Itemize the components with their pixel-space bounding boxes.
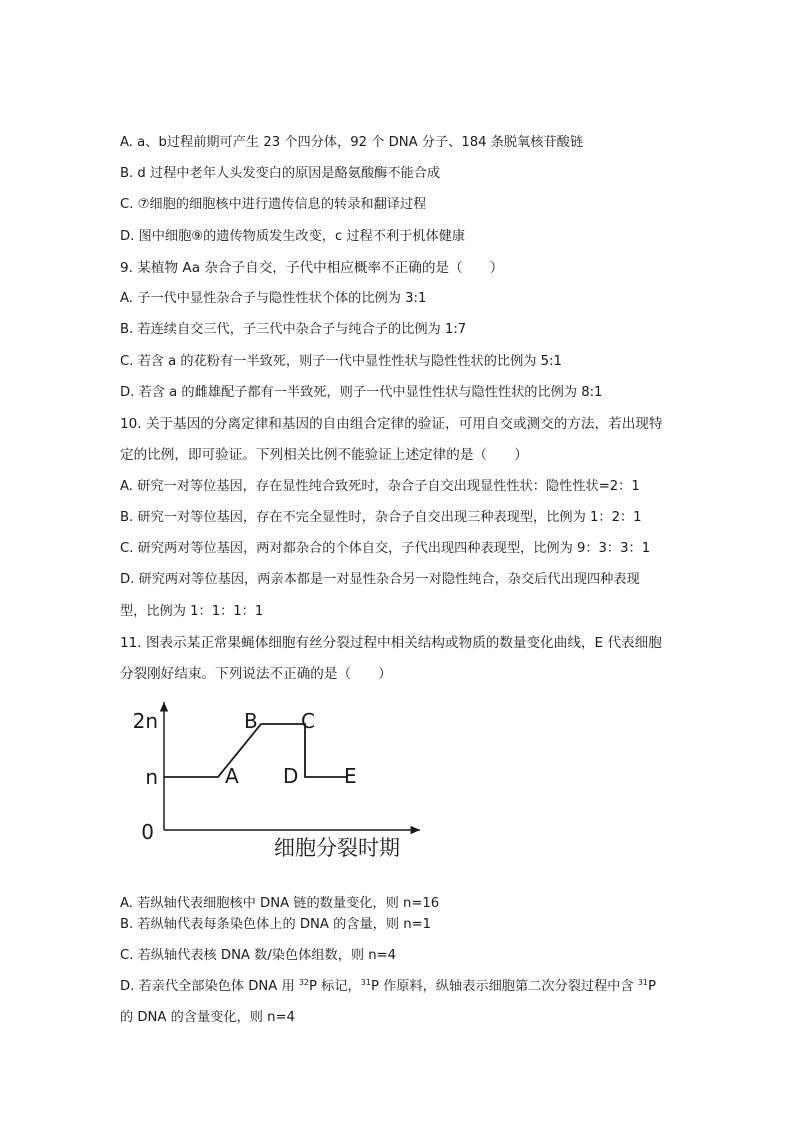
q10-option-b: B. 研究一对等位基因，存在不完全显性时，杂合子自交出现三种表现型，比例为 1：2：1 xyxy=(120,510,642,525)
q10-stem-line2: 定的比例，即可验证。下列相关比例不能验证上述定律的是（ ） xyxy=(120,447,528,463)
point-label-D: D xyxy=(283,764,299,788)
point-label-C: C xyxy=(301,709,315,733)
q9-option-c: C. 若含 a 的花粉有一半致死，则子一代中显性性状与隐性性状的比例为 5:1 xyxy=(120,354,562,369)
q8-option-b: B. d 过程中老年人头发变白的原因是酪氨酸酶不能合成 xyxy=(120,166,441,181)
q10-option-c: C. 研究两对等位基因，两对都杂合的个体自交，子代出现四种表现型，比例为 9：3：3：1 xyxy=(120,541,651,556)
q9-option-b: B. 若连续自交三代，子三代中杂合子与纯合子的比例为 1:7 xyxy=(120,322,467,337)
y-tick-label-2n: 2n xyxy=(132,709,158,733)
q11-stem-line1: 11. 图表示某正常果蝇体细胞有丝分裂过程中相关结构或物质的数量变化曲线，E 代表细胞 xyxy=(120,635,662,651)
q11-stem-line2: 分裂刚好结束。下列说法不正确的是（ ） xyxy=(120,666,392,682)
point-label-E: E xyxy=(344,764,357,788)
q9-option-a: A. 子一代中显性杂合子与隐性性状个体的比例为 3:1 xyxy=(120,291,427,306)
point-label-B: B xyxy=(244,709,258,733)
q11-option-c: C. 若纵轴代表核 DNA 数/染色体组数，则 n=4 xyxy=(120,948,397,963)
q11-option-d-line2: 的 DNA 的含量变化，则 n=4 xyxy=(120,1010,295,1025)
q11-option-d-line1: D. 若亲代全部染色体 DNA 用 $^{32}$P 标记，$^{31}$P 作原料，纵轴表示细胞第二次分裂过程中含 $^{31}$P xyxy=(120,978,656,994)
y-tick-label-n: n xyxy=(145,765,158,789)
chromosome-graph xyxy=(120,700,430,865)
q10-stem-line1: 10. 关于基因的分离定律和基因的自由组合定律的验证，可用自交或测交的方法，若出现特 xyxy=(120,416,663,432)
q11-option-b: B. 若纵轴代表每条染色体上的 DNA 的含量，则 n=1 xyxy=(120,917,432,932)
x-axis-label: 细胞分裂时期 xyxy=(274,836,400,860)
q8-option-c: C. ⑦细胞的细胞核中进行遗传信息的转录和翻译过程 xyxy=(120,197,427,212)
y-tick-label-0: 0 xyxy=(141,820,154,844)
q10-option-a: A. 研究一对等位基因，存在显性纯合致死时，杂合子自交出现显性性状：隐性性状=2：1 xyxy=(120,479,640,494)
q8-option-a: A. a、b过程前期可产生 23 个四分体，92 个 DNA 分子、184 条脱氧核苷酸链 xyxy=(120,135,584,150)
q9-stem: 9. 某植物 Aa 杂合子自交，子代中相应概率不正确的是（ ） xyxy=(120,260,504,276)
q8-option-d: D. 图中细胞⑨的遗传物质发生改变，c 过程不利于机体健康 xyxy=(120,229,466,244)
q10-option-d-line2: 型，比例为 1：1：1：1 xyxy=(120,604,264,619)
q9-option-d: D. 若含 a 的雌雄配子都有一半致死，则子一代中显性性状与隐性性状的比例为 8:1 xyxy=(120,385,603,400)
point-label-A: A xyxy=(225,764,239,788)
q11-option-a: A. 若纵轴代表细胞核中 DNA 链的数量变化，则 n=16 xyxy=(120,896,440,911)
q10-option-d-line1: D. 研究两对等位基因，两亲本都是一对显性杂合另一对隐性纯合，杂交后代出现四种表现 xyxy=(120,572,640,587)
